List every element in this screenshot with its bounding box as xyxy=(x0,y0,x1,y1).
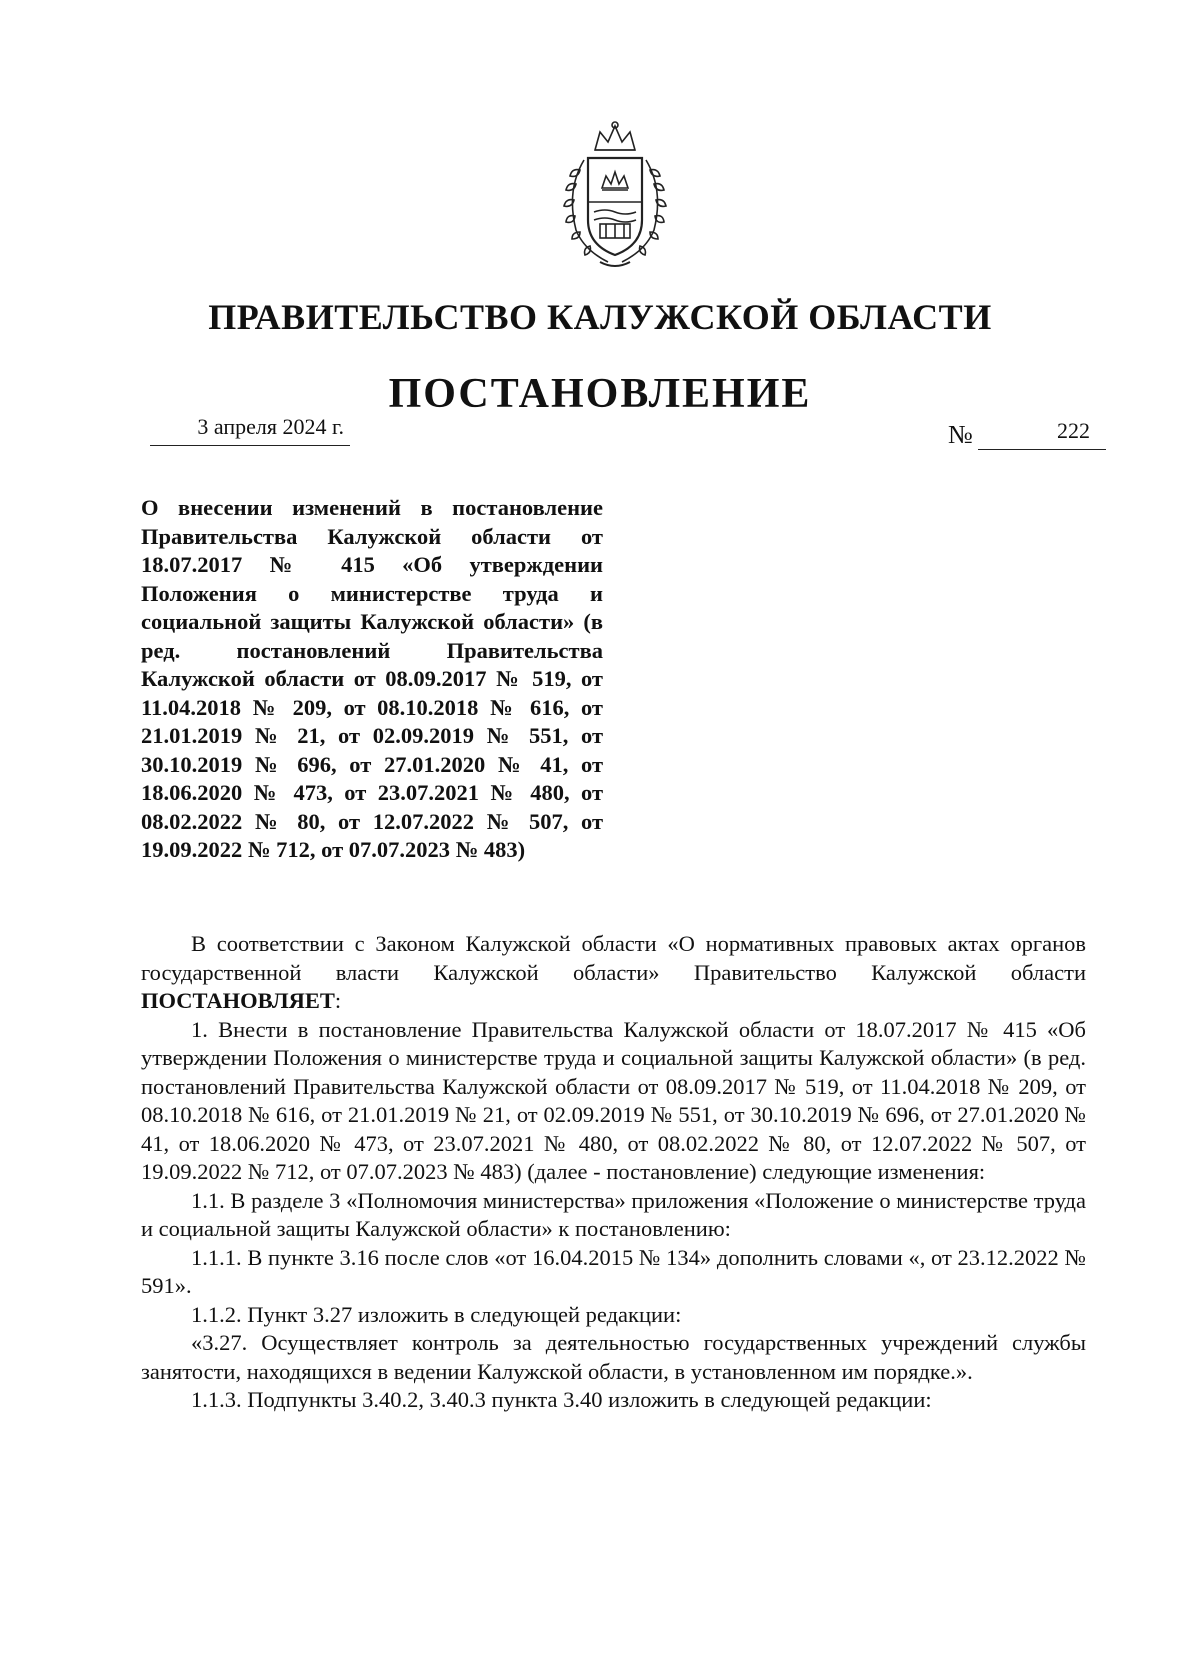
preamble-keyword: ПОСТАНОВЛЯЕТ xyxy=(141,988,335,1013)
body-paragraph: 1.1.2. Пункт 3.27 изложить в следующей редакции: xyxy=(191,1301,682,1327)
kaluga-coat-of-arms-icon xyxy=(550,120,680,270)
preamble-text: В соответствии с Законом Калужской области «О нормативных правовых актах органов государственной власти Калужской области» Правительство Калужской области xyxy=(141,931,1086,985)
preamble-end: : xyxy=(334,988,342,1013)
government-name: ПРАВИТЕЛЬСТВО КАЛУЖСКОЙ ОБЛАСТИ xyxy=(208,297,992,337)
document-body xyxy=(141,930,1086,1415)
body-paragraph: «3.27. Осуществляет контроль за деятельностью государственных учреждений службы занятости, находящихся в ведении Калужской области, в установленном им порядке.». xyxy=(141,1330,1086,1384)
document-number: 222 xyxy=(978,418,1106,450)
body-paragraph: 1.1. В разделе 3 «Полномочия министерства» приложения «Положение о министерстве труда и социальной защиты Калужской области» к постановлению: xyxy=(141,1187,1086,1241)
body-paragraph: 1.1.1. В пункте 3.16 после слов «от 16.04.2015 № 134» дополнить словами «, от 23.12.2022 № 591». xyxy=(141,1244,1086,1298)
preamble-paragraph xyxy=(141,930,1086,1016)
body-paragraph: 1. Внести в постановление Правительства Калужской области от 18.07.2017 № 415 «Об утверждении Положения о министерстве труда и социальной защиты Калужской области» (в ред. постановлений Правительства Калужской области от 08.09.2017 № 519, от 11.04.2018 № 209, от 08.10.2018 № 616, от 21.01.2019 № 21, от 02.09.2019 № 551, от 30.10.2019 № 696, от 27.01.2020 № 41, от 18.06.2020 № 473, от 23.07.2021 № 480, от 08.02.2022 № 80, от 12.07.2022 № 507, от 19.09.2022 № 712, от 07.07.2023 № 483) (далее - постановление) следующие изменения: xyxy=(141,1016,1086,1184)
number-sign: № xyxy=(948,420,973,449)
document-type: ПОСТАНОВЛЕНИЕ xyxy=(388,371,812,417)
document-subject: О внесении изменений в постановление Правительства Калужской области от 18.07.2017 № 415 «Об утверждении Положения о министерстве труда и социальной защиты Калужской области» (в ред. постановлений Правительства Калужской области от 08.09.2017 № 519, от 11.04.2018 № 209, от 08.10.2018 № 616, от 21.01.2019 № 21, от 02.09.2019 № 551, от 30.10.2019 № 696, от 27.01.2020 № 41, от 18.06.2020 № 473, от 23.07.2021 № 480, от 08.02.2022 № 80, от 12.07.2022 № 507, от 19.09.2022 № 712, от 07.07.2023 № 483) xyxy=(141,495,603,862)
document-date: 3 апреля 2024 г. xyxy=(150,414,350,446)
body-paragraph: 1.1.3. Подпункты 3.40.2, 3.40.3 пункта 3.40 изложить в следующей редакции: xyxy=(191,1387,932,1412)
